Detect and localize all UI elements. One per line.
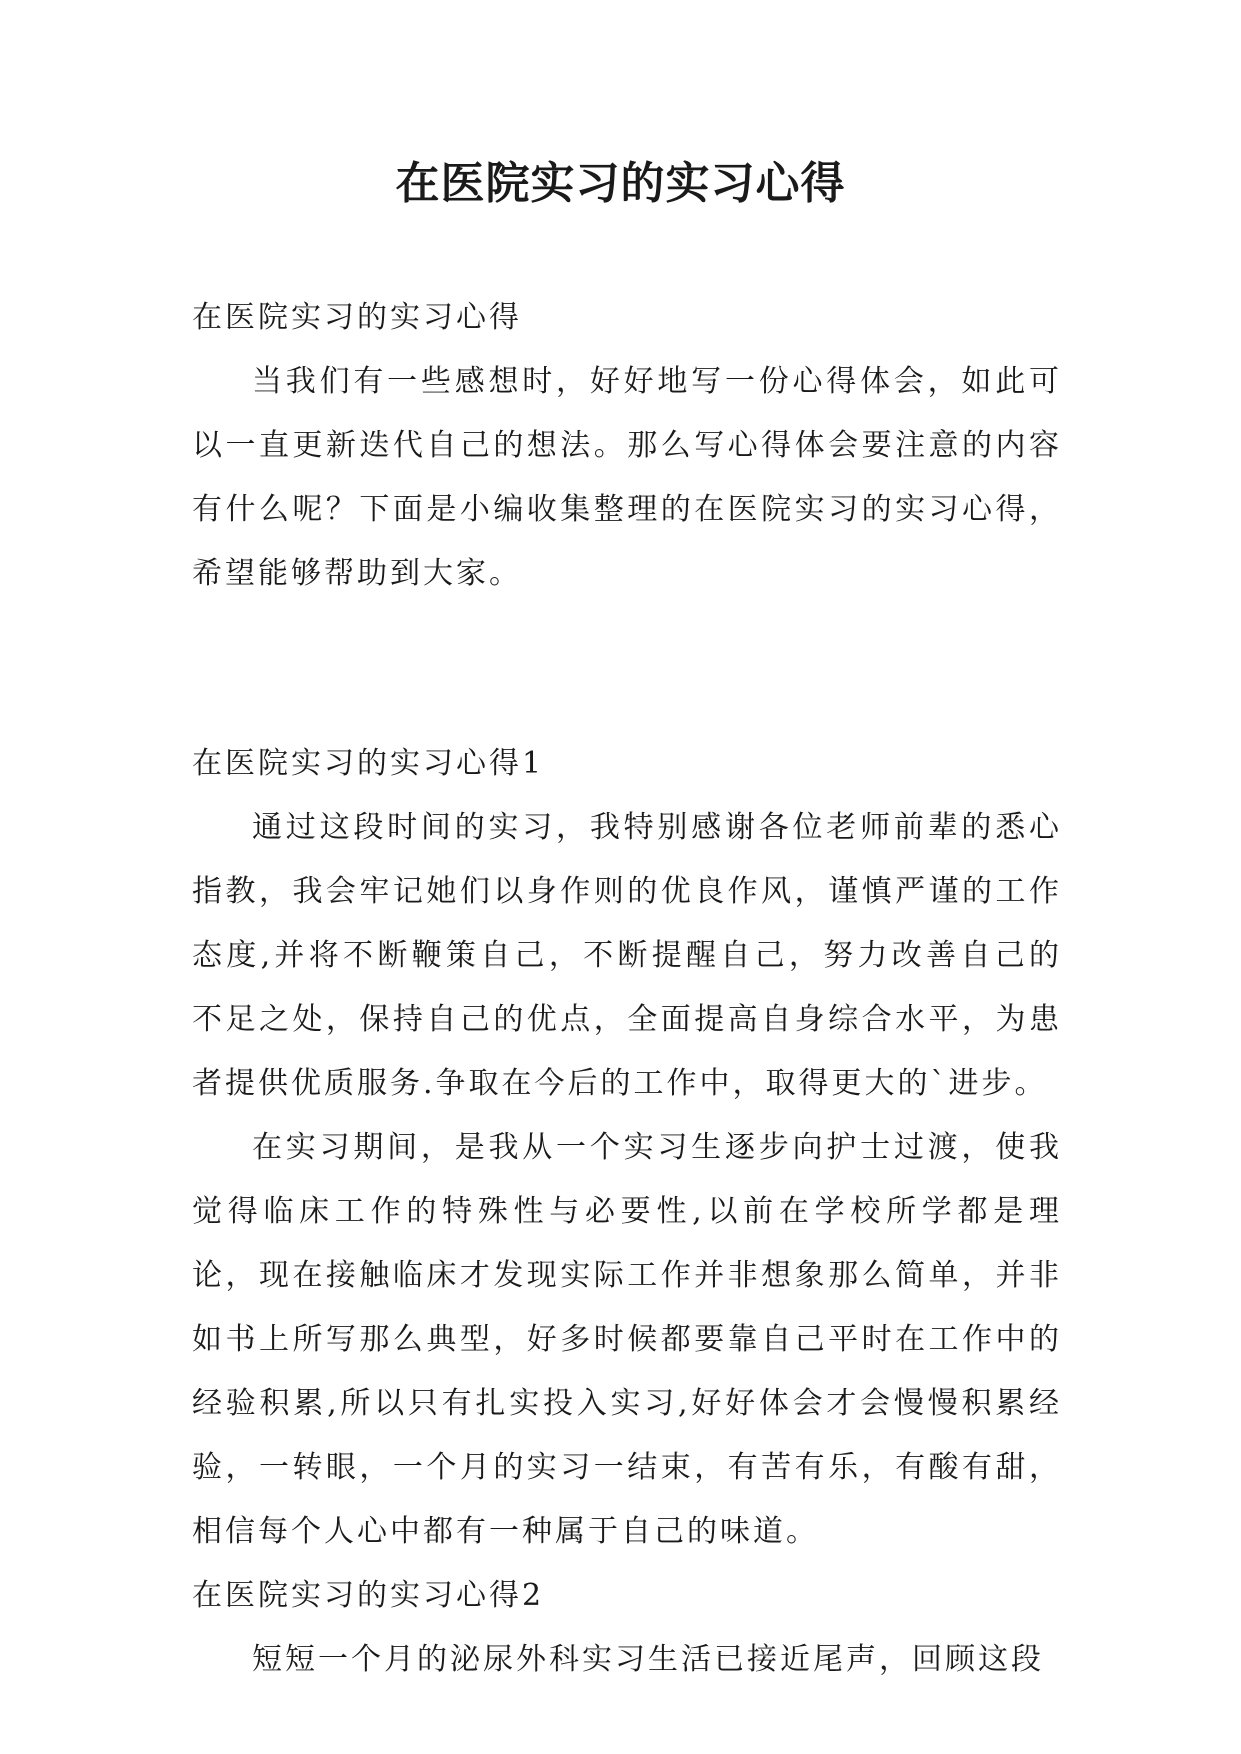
document-body: [192, 286, 1062, 1692]
section-spacer: [192, 606, 1062, 732]
intro-paragraph: 当我们有一些感想时，好好地写一份心得体会，如此可以一直更新迭代自己的想法。那么写心得体会要注意的内容有什么呢？下面是小编收集整理的在医院实习的实习心得，希望能够帮助到大家。: [192, 364, 1062, 591]
page-title: 在医院实习的实习心得: [395, 158, 846, 209]
section2-heading: 在医院实习的实习心得2: [192, 1578, 545, 1613]
section1-paragraph-1: 通过这段时间的实习，我特别感谢各位老师前辈的悉心指教，我会牢记她们以身作则的优良作风，谨慎严谨的工作态度,并将不断鞭策自己，不断提醒自己，努力改善自己的不足之处，保持自己的优点，全面提高自身综合水平，为患者提供优质服务.争取在今后的工作中，取得更大的`进步。: [192, 810, 1062, 1101]
intro-heading: 在医院实习的实习心得: [192, 300, 522, 335]
section1-heading: 在医院实习的实习心得1: [192, 746, 545, 781]
section2-paragraph-1: 短短一个月的泌尿外科实习生活已接近尾声，回顾这段: [252, 1642, 1044, 1677]
section1-paragraph-2: 在实习期间，是我从一个实习生逐步向护士过渡，使我觉得临床工作的特殊性与必要性,以前在学校所学都是理论，现在接触临床才发现实际工作并非想象那么简单，并非如书上所写那么典型，好多时候都要靠自己平时在工作中的经验积累,所以只有扎实投入实习,好好体会才会慢慢积累经验，一转眼，一个月的实习一结束，有苦有乐，有酸有甜，相信每个人心中都有一种属于自己的味道。: [192, 1130, 1062, 1549]
